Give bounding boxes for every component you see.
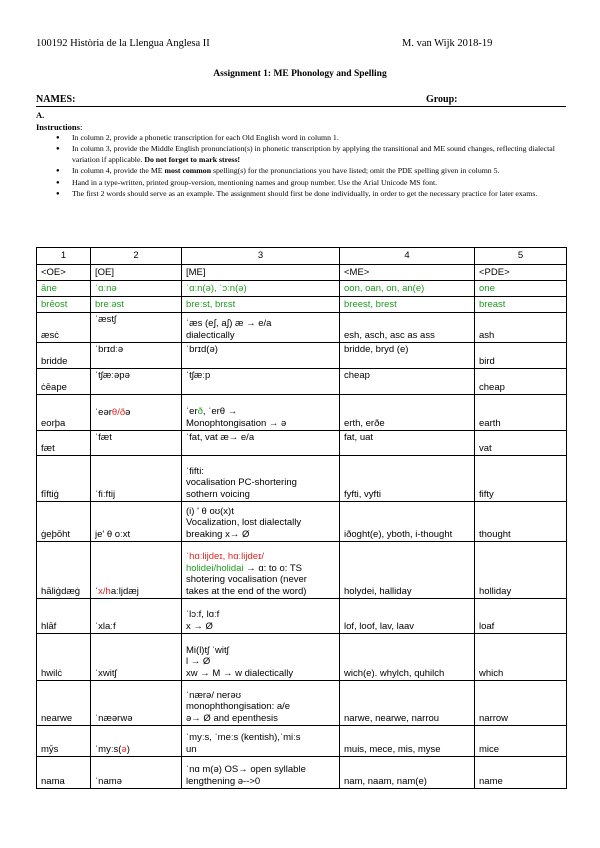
table-cell: lof, loof, lav, laav: [340, 599, 475, 634]
cell-line: takes at the end of the word): [186, 585, 307, 597]
instruction-text: spelling(s) for the pronunciations you have listed; omit the PDE spelling given in column 5.: [212, 166, 500, 176]
table-cell: mȳs: [37, 726, 91, 757]
cell-line: vocalisation PC-shortering: [186, 477, 297, 488]
table-row: [37, 343, 567, 369]
table-row: [37, 681, 567, 726]
cell-line: ˈæs (e∫, a∫) æ → e/a: [186, 318, 272, 329]
table-row: [37, 369, 567, 395]
column-header: [ME]: [182, 265, 340, 281]
table-cell: [182, 599, 340, 634]
cell-line: dialectically: [186, 329, 235, 341]
cell-line: lengthening ə-->0: [186, 775, 261, 787]
column-number-row: [37, 248, 567, 265]
table-cell: ˈbrɪd(ə): [182, 343, 340, 369]
table-cell: breːəst: [91, 297, 182, 313]
table-row: [37, 542, 567, 599]
cell-text: ə: [125, 407, 131, 418]
cell-line: shotering vocalisation (never: [186, 574, 307, 585]
table-cell: fīftiġ: [37, 456, 91, 502]
column-header: <OE>: [37, 265, 91, 281]
table-cell: [182, 757, 340, 789]
cell-line: monophthongisation: a/e: [186, 701, 291, 712]
cell-text: , ˈerθ →: [202, 406, 238, 417]
cell-line: [186, 406, 335, 418]
table-cell: [182, 313, 340, 343]
cell-line: ˈmyːs, ˈmeːs (kentish),ˈmiːs: [186, 732, 301, 743]
phonology-table: [36, 247, 567, 789]
cell-line: xw → M → w dialectically: [186, 667, 294, 679]
table-cell: mice: [475, 726, 567, 757]
cell-text: aːljdæj: [110, 585, 139, 597]
table-cell: one: [475, 281, 567, 297]
table-cell: ˈɑːn(ə), ˈɔːn(ə): [182, 281, 340, 297]
table-cell: fat, uat: [340, 431, 475, 456]
table-cell: [91, 542, 182, 599]
instruction-item: [56, 133, 576, 143]
cell-line: x → Ø: [186, 620, 213, 632]
cell-line: breaking x→ Ø: [186, 528, 250, 540]
cell-line: ə→ Ø and epenthesis: [186, 712, 278, 724]
table-row: [37, 599, 567, 634]
cell-line: un: [186, 743, 197, 755]
table-cell: breːst, brɛst: [182, 297, 340, 313]
teacher-year: M. van Wijk 2018-19: [402, 38, 493, 49]
instruction-text: In column 2, provide a phonetic transcription for each Old English word in column 1.: [72, 133, 339, 142]
instructions-colon: :: [79, 122, 83, 132]
cell-line: (i) ' θ oʊ(x)t: [186, 505, 234, 517]
table-cell: nam, naam, nam(e): [340, 757, 475, 789]
table-cell: iðoght(e), yboth, i-thought: [340, 502, 475, 542]
instruction-text: In column 4, provide the ME: [72, 166, 163, 176]
cell-line: ˈnɑ m(ə) OS→ open syllable: [186, 764, 306, 775]
instructions-heading-text: Instructions: [36, 122, 80, 132]
assignment-title: Assignment 1: ME Phonology and Spelling: [213, 69, 387, 79]
table-cell: cheap: [475, 369, 567, 395]
column-number: 1: [37, 248, 91, 265]
table-cell: hlāf: [37, 599, 91, 634]
instructions-heading: [36, 122, 82, 132]
table-cell: eorþa: [37, 395, 91, 431]
column-number: 3: [182, 248, 340, 265]
table-cell: nama: [37, 757, 91, 789]
column-header-row: [37, 265, 567, 281]
table-cell: ash: [475, 313, 567, 343]
table-cell: narwe, nearwe, narrou: [340, 681, 475, 726]
cell-text: ˈer: [186, 406, 198, 417]
cell-line: Mi(l)tʃ ˈwitʃ: [186, 644, 229, 656]
cell-text: → ɑ: to o: TS: [243, 562, 303, 574]
table-cell: [182, 456, 340, 502]
table-cell: thought: [475, 502, 567, 542]
table-cell: æsċ: [37, 313, 91, 343]
table-cell: ˈxlaːf: [91, 599, 182, 634]
table-cell: ġeþōht: [37, 502, 91, 542]
cell-line: [186, 563, 335, 575]
table-row: [37, 456, 567, 502]
instruction-text: In column 3, provide the Middle English pronunciation(s) in phonetic transcription by applying the transitional and ME sound changes, reflecting dialectal variation if applicable.: [72, 144, 555, 164]
table-cell: [182, 395, 340, 431]
table-cell: breast: [475, 297, 567, 313]
table-cell: breest, brest: [340, 297, 475, 313]
table-cell: [182, 634, 340, 681]
table-cell: narrow: [475, 681, 567, 726]
table-row: [37, 726, 567, 757]
column-header: [OE]: [91, 265, 182, 281]
table-cell: āne: [37, 281, 91, 297]
table-cell: ˈfat, vat æ→ e/a: [182, 431, 340, 456]
table-cell: cheap: [340, 369, 475, 395]
table-cell: hāliġdæġ: [37, 542, 91, 599]
cell-line: ˈnærə/ nerəʊ: [186, 689, 242, 701]
cell-text: ˈ: [95, 585, 99, 597]
cell-line: ˈhɑːlijdeɪ, hɑːlijdeɪ/: [186, 551, 265, 562]
highlight-text: ə: [121, 743, 127, 755]
table-cell: ˈbrɪdːə: [91, 343, 182, 369]
cell-line: ˈfifti:: [186, 465, 204, 477]
table-cell: bridde: [37, 343, 91, 369]
cell-text: ): [126, 743, 130, 755]
table-cell: which: [475, 634, 567, 681]
table-cell: fifty: [475, 456, 567, 502]
table-cell: hwilċ: [37, 634, 91, 681]
column-header: <ME>: [340, 265, 475, 281]
column-number: 4: [340, 248, 475, 265]
example-row: [37, 281, 567, 297]
instructions-list: [56, 133, 576, 200]
names-label: NAMES:: [36, 94, 76, 105]
cell-text: ˈmyːs(: [95, 743, 122, 755]
instruction-text: Hand in a type-written, printed group-version, mentioning names and group number. Use the Arial Unicode MS font.: [72, 177, 438, 187]
table-row: [37, 431, 567, 456]
table-cell: nearwe: [37, 681, 91, 726]
table-cell: [182, 542, 340, 599]
table-cell: erth, erðe: [340, 395, 475, 431]
group-label: Group:: [426, 94, 458, 105]
column-number: 5: [475, 248, 567, 265]
instruction-emphasis: most common: [164, 166, 212, 176]
table-cell: bridde, bryd (e): [340, 343, 475, 369]
example-row: [37, 297, 567, 313]
cell-line: l → Ø: [186, 656, 211, 667]
cell-line: Monophtongisation → ə: [186, 417, 287, 429]
instruction-item: [56, 166, 576, 176]
cell-line: ˈlɔːf, lɑːf: [186, 609, 220, 620]
highlight-text: x/h: [98, 585, 111, 597]
table-cell: [182, 681, 340, 726]
instruction-emphasis: Do not forget to mark stress!: [144, 154, 241, 164]
table-cell: ċēape: [37, 369, 91, 395]
table-cell: wich(e). whylch, quhilch: [340, 634, 475, 681]
table-cell: ˈɑːnə: [91, 281, 182, 297]
table-cell: [182, 502, 340, 542]
table-cell: je' θ oːxt: [91, 502, 182, 542]
table-row: [37, 502, 567, 542]
table-cell: [91, 726, 182, 757]
table-cell: oon, oan, on, an(e): [340, 281, 475, 297]
table-cell: bird: [475, 343, 567, 369]
cell-text: ˈeər: [95, 407, 112, 418]
cell-line: Vocalization, lost dialectally: [186, 517, 302, 528]
table-cell: ˈxwitʃ: [91, 634, 182, 681]
column-number: 2: [91, 248, 182, 265]
table-cell: vat: [475, 431, 567, 456]
table-cell: fyfti, vyfti: [340, 456, 475, 502]
table-cell: ˈtʃæːəpə: [91, 369, 182, 395]
table-cell: holliday: [475, 542, 567, 599]
table-cell: ˈfæt: [91, 431, 182, 456]
table-cell: ˈæstʃ: [91, 313, 182, 343]
table-cell: ˈnæərwə: [91, 681, 182, 726]
table-cell: ˈtʃæːp: [182, 369, 340, 395]
table-cell: name: [475, 757, 567, 789]
highlight-text: ð: [197, 406, 203, 417]
course-title: 100192 Història de la Llengua Anglesa II: [36, 38, 210, 49]
table-cell: ˈnamə: [91, 757, 182, 789]
table-cell: muis, mece, mis, myse: [340, 726, 475, 757]
names-group-row: [36, 94, 566, 107]
table-row: [37, 634, 567, 681]
instruction-item: [56, 189, 576, 199]
instruction-text: The first 2 words should serve as an example. The assignment should first be done individually, in order to get the necessary practice for later exams.: [72, 189, 538, 199]
table-row: [37, 395, 567, 431]
cell-line: sothern voicing: [186, 488, 250, 500]
table-cell: [91, 395, 182, 431]
table-cell: [182, 726, 340, 757]
column-header: <PDE>: [475, 265, 567, 281]
table-cell: loaf: [475, 599, 567, 634]
highlight-text: θ/ð: [111, 407, 126, 418]
table-row: [37, 313, 567, 343]
instruction-item: [56, 178, 576, 188]
table-cell: brēost: [37, 297, 91, 313]
table-cell: holydei, halliday: [340, 542, 475, 599]
table-cell: ˈfiːftij: [91, 456, 182, 502]
highlight-text: holidei/holidai: [186, 562, 244, 574]
section-label: A.: [36, 110, 45, 120]
table-cell: earth: [475, 395, 567, 431]
table-cell: esh, asch, asc as ass: [340, 313, 475, 343]
table-cell: fæt: [37, 431, 91, 456]
instruction-item: [56, 144, 576, 165]
table-row: [37, 757, 567, 789]
